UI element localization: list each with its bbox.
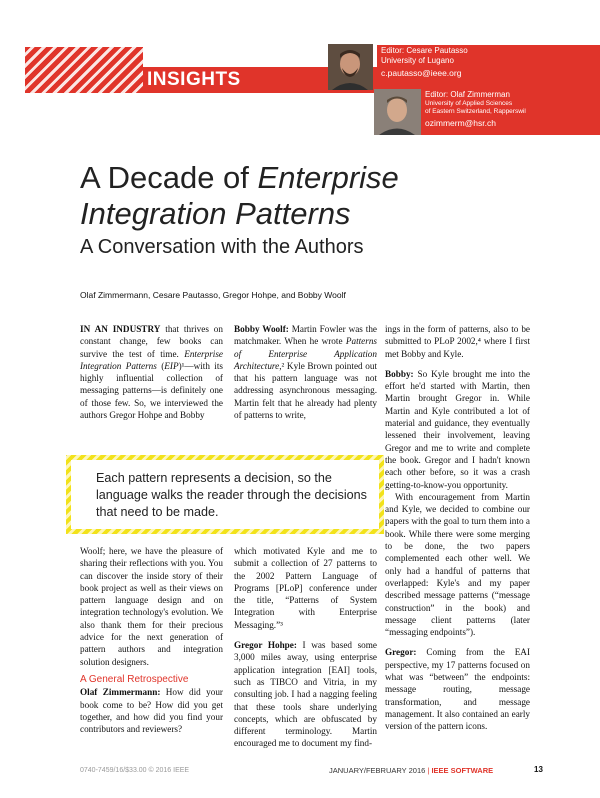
col3-paragraph-4 — [385, 646, 530, 732]
col2-continuation: which motivated Kyle and me to submit a collection of 27 patterns to the 2002 Pattern Language of Programs [PLoP] conference under the title, “Patterns of System Integration with Enterprise Messaging.”³ — [234, 546, 377, 630]
col3-text-4: Coming from the EAI perspective, my 17 patterns focused on what was “between” the endpoints: message routing, message transformation, and message management. It also contained an early version of the pattern icons. — [385, 647, 530, 732]
answer-text: I was based some 3,000 miles away, using enterprise application integration [EAI] tools, such as TIBCO and Vitria, in my consulting job. I had a nagging feeling that these tools share underlying concepts, which are obfuscated by different terminology. Martin encouraged me to document my find- — [234, 640, 377, 749]
speaker-label: Gregor Hohpe: — [234, 640, 297, 651]
col1-continuation: Woolf; here, we have the pleasure of sharing their reflections with you. You can discover the inside story of their book project as well as their views on pattern language design and on integration technology's evolution. We also thank them for their precious advice for the next generation of pattern authors and integration solution designers. — [80, 546, 223, 667]
title-italic-1: Enterprise — [257, 160, 399, 195]
intro-italic-2: EIP — [164, 360, 179, 371]
editor1-affiliation: University of Lugano — [381, 56, 454, 65]
lead-in: IN AN INDUSTRY — [80, 324, 161, 334]
footer-magazine: IEEE SOFTWARE — [431, 766, 494, 775]
olaf-question — [80, 686, 223, 735]
answer-italic: Patterns of Enterprise Application Architecture — [234, 336, 377, 371]
editor2-affiliation-line2: of Eastern Switzerland, Rapperswil — [425, 108, 526, 115]
speaker-label: Olaf Zimmermann: — [80, 687, 161, 698]
intro-text-3: )¹—with its highly influential collection of messaging patterns—is definitely one of those few. So, we interviewed the authors Gregor Hohpe and Bobby — [80, 360, 223, 421]
footer-copyright: 0740-7459/16/$33.00 © 2016 IEEE — [80, 767, 190, 774]
column1-bottom — [80, 545, 223, 735]
header-stripes — [25, 47, 143, 93]
footer-date: JANUARY/FEBRUARY 2016 — [329, 766, 426, 775]
title-italic-2: Integration Patterns — [80, 196, 351, 231]
editor2-info — [421, 89, 600, 135]
answer-text-2: ,² Kyle Brown pointed out that his pattern language was not addressing asynchronous messaging. Martin felt that he already had plenty of patterns to write, — [234, 360, 377, 421]
intro-text-2: ( — [156, 360, 165, 371]
col3-paragraph-1: ings in the form of patterns, also to be submitted to PLoP 2002,⁴ where I first met Bobby and Kyle. — [385, 324, 530, 359]
col3-paragraph-3: With encouragement from Martin and Kyle, we decided to combine our papers with the goal to turn them into a book. While there were some merging to be done, the two papers complemented each other well. We only had a handful of patterns that overlapped: Kyle's and my paper described message patterns (“message construction” in the book) and message client patterns (later “messaging endpoints”). — [385, 491, 530, 638]
bobby-answer-1 — [234, 323, 377, 421]
article-authors: Olaf Zimmermann, Cesare Pautasso, Gregor Hohpe, and Bobby Woolf — [80, 290, 346, 300]
footer-separator: | — [427, 766, 430, 775]
article-subtitle: A Conversation with the Authors — [80, 236, 364, 258]
section-heading: A General Retrospective — [80, 673, 189, 685]
editor2-photo — [374, 89, 421, 135]
page-number: 13 — [534, 765, 543, 774]
col3-paragraph-2 — [385, 368, 530, 491]
title-plain: A Decade of — [80, 160, 258, 195]
pull-quote: Each pattern represents a decision, so the language walks the reader through the decisions that need to be made. — [96, 471, 367, 519]
column3 — [385, 323, 530, 733]
editor2-affiliation-line1: University of Applied Sciences — [425, 100, 513, 107]
intro-italic-1: Enterprise Integration Patterns — [80, 348, 223, 371]
question-text: How did your book come to be? How did you get together, and how did you find your contributors and reviewers? — [80, 687, 223, 735]
article-title — [80, 160, 580, 232]
editor1-email[interactable]: c.pautasso@ieee.org — [381, 68, 462, 78]
intro-text-1: that thrives on constant change, few books can survive the test of time. — [80, 324, 223, 359]
column2-top — [234, 323, 377, 421]
footer-issue — [329, 766, 493, 775]
editor1-info — [377, 45, 600, 90]
speaker-label: Bobby: — [385, 368, 414, 379]
answer-text-1: Martin Fowler was the matchmaker. When he wrote — [234, 324, 377, 347]
speaker-label: Gregor: — [385, 647, 417, 658]
intro-paragraph — [80, 323, 223, 421]
col3-text-2: So Kyle brought me into the effort he'd started with Martin, then Martin brought Gregor in. While Martin and Kyle contributed a lot of material and guidance, they eventually lessened their involvement, leaving Gregor and me to write and complete the book. Gregor and I hadn't known each other before, so it was a crash getting-to-know-you opportunity. — [385, 368, 530, 490]
editor1-role: Editor: Cesare Pautasso — [381, 46, 468, 55]
editor2-role: Editor: Olaf Zimmerman — [425, 90, 510, 99]
gregor-answer-1 — [234, 639, 377, 750]
editor2-email[interactable]: ozimmerm@hsr.ch — [425, 118, 496, 128]
column2-bottom — [234, 545, 377, 750]
department-label: INSIGHTS — [147, 69, 241, 90]
column1-top — [80, 323, 223, 421]
editor1-photo — [328, 44, 373, 90]
speaker-label: Bobby Woolf: — [234, 324, 289, 334]
